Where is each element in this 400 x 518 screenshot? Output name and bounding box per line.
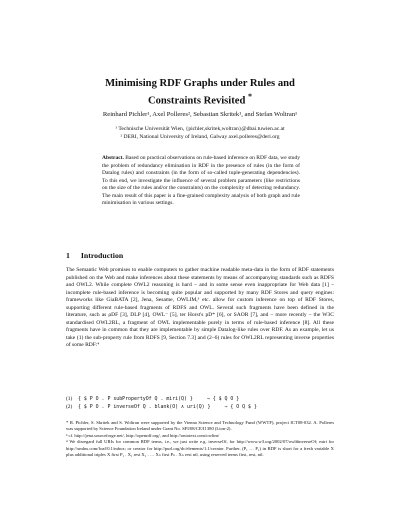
- title-line-2-text: Constraints Revisited: [147, 95, 246, 107]
- abstract-heading: Abstract.: [102, 155, 124, 161]
- intro-body: [66, 267, 334, 350]
- intro-paragraph: The Semantic Web promises to enable computers to gather machine readable meta-data in the form of RDF statements published on the Web and make inferences about these statements by means of accompanying standards such as RDFS and OWL2. While complete OWL2 reasoning is hard – and in some sense even inappropriate for Web data [1] – incomplete rule-based inference is becoming quite popular and supported by many RDF Stores and query engines: frameworks like GiaBATA [2], Jena, Sesame, OWLIM,³ etc. allow for custom inference on top of RDF Stores, supporting different rule-based fragments of RDFS and OWL. Several such fragments have been defined in the literature, such as ρDF [3], DLP [4], OWL⁻ [5], ter Horst's pD* [6], or SAOR [7], and – more recently – the W3C standardised OWL2RL, a fragment of OWL implementable purely in terms of rule-based inference [8]. All these fragments have in common that they are implementable by simple Datalog-like rules over RDF. As an example, let us take (1) the sub-property rule from RDFS [9, Section 7.3] and (2–6) rules for OWL2RL representing inverse properties of some RDF:⁴: [66, 267, 334, 349]
- title-line-1: Minimising RDF Graphs under Rules and: [105, 78, 295, 89]
- rule-2: [66, 403, 334, 411]
- paper-title: [0, 77, 400, 108]
- abstract: [102, 155, 300, 208]
- rule-2-body: { $ P O . P inverseOf Q . blank(O) ∧ uri(Q) }: [78, 404, 211, 410]
- affiliation-2: ² DERI, National University of Ireland, Galway axel.polleres@deri.org: [120, 133, 280, 140]
- footnotes: [66, 420, 334, 458]
- rule-2-number: (2): [66, 404, 73, 410]
- abstract-text: Based on practical observations on rule-based inference on RDF data, we study the problem of redundancy elimination in RDF in the presence of rules (in the form of Datalog rules) and constraints (in the form of so-called tuple-generating dependencies). To this end, we investigate the influence of several problem parameters (like restrictions on the size of the rules and/or the constraints) on the complexity of detecting redundancy. The main result of this paper is a fine-grained complexity analysis of both graph and rule minimisation in various settings.: [102, 155, 301, 206]
- section-title: Introduction: [80, 251, 124, 260]
- footnote-funding: * R. Pichler, S. Skritek and S. Woltran were supported by the Vienna Science and Technology Fund (WWTF), project ICT08-032. A. Polleres was supported by Science Foundation Ireland under Grant No. SFI/08/CE/I1380 (Lion-2).: [66, 420, 334, 432]
- rule-1: [66, 395, 334, 403]
- section-number: 1: [66, 251, 70, 260]
- author-list: Reinhard Pichler¹, Axel Polleres², Sebastian Skritek¹, and Stefan Woltran¹: [102, 111, 298, 118]
- title-line-2: [0, 90, 400, 108]
- rule-1-body: { $ P O . P subPropertyOf Q . miri(Q) }: [78, 396, 193, 402]
- title-footnote-mark: *: [248, 92, 253, 101]
- rule-list: [66, 395, 334, 411]
- footnote-3: ³ cf. http://jena.sourceforge.net/, http://openrdf.org/, and http://ontotext.com/owlim/: [66, 432, 220, 438]
- footnote-4: ⁴ We disregard full URIs for common RDF terms, i.e., we just write e.g. inverseOf, for http://www.w3.org/2002/07/owl#inverseOf; miri for http://xmlns.com/foaf/0.1/mbox; or creator for http://purl.org/dc/elements/1.1/creator. Further, (P₁ … P₁) in RDF is short for a fresh variable X plus additional triples X first P₁ . X₁ rest X₁ . … Xₙ first Pₙ . Xₙ rest nil, using reserved terms first, rest, nil.: [66, 439, 334, 458]
- rule-1-head: ⇒ { $ Q O }: [206, 396, 240, 402]
- affiliation-1: ¹ Technische Universität Wien, {pichler,skritek,woltran}@dbai.tuwien.ac.at: [115, 126, 285, 132]
- rule-2-head: ⇒ { O Q $ }: [224, 404, 257, 410]
- rule-1-number: (1): [66, 396, 73, 402]
- affiliations: [0, 126, 400, 141]
- section-heading: [66, 251, 123, 260]
